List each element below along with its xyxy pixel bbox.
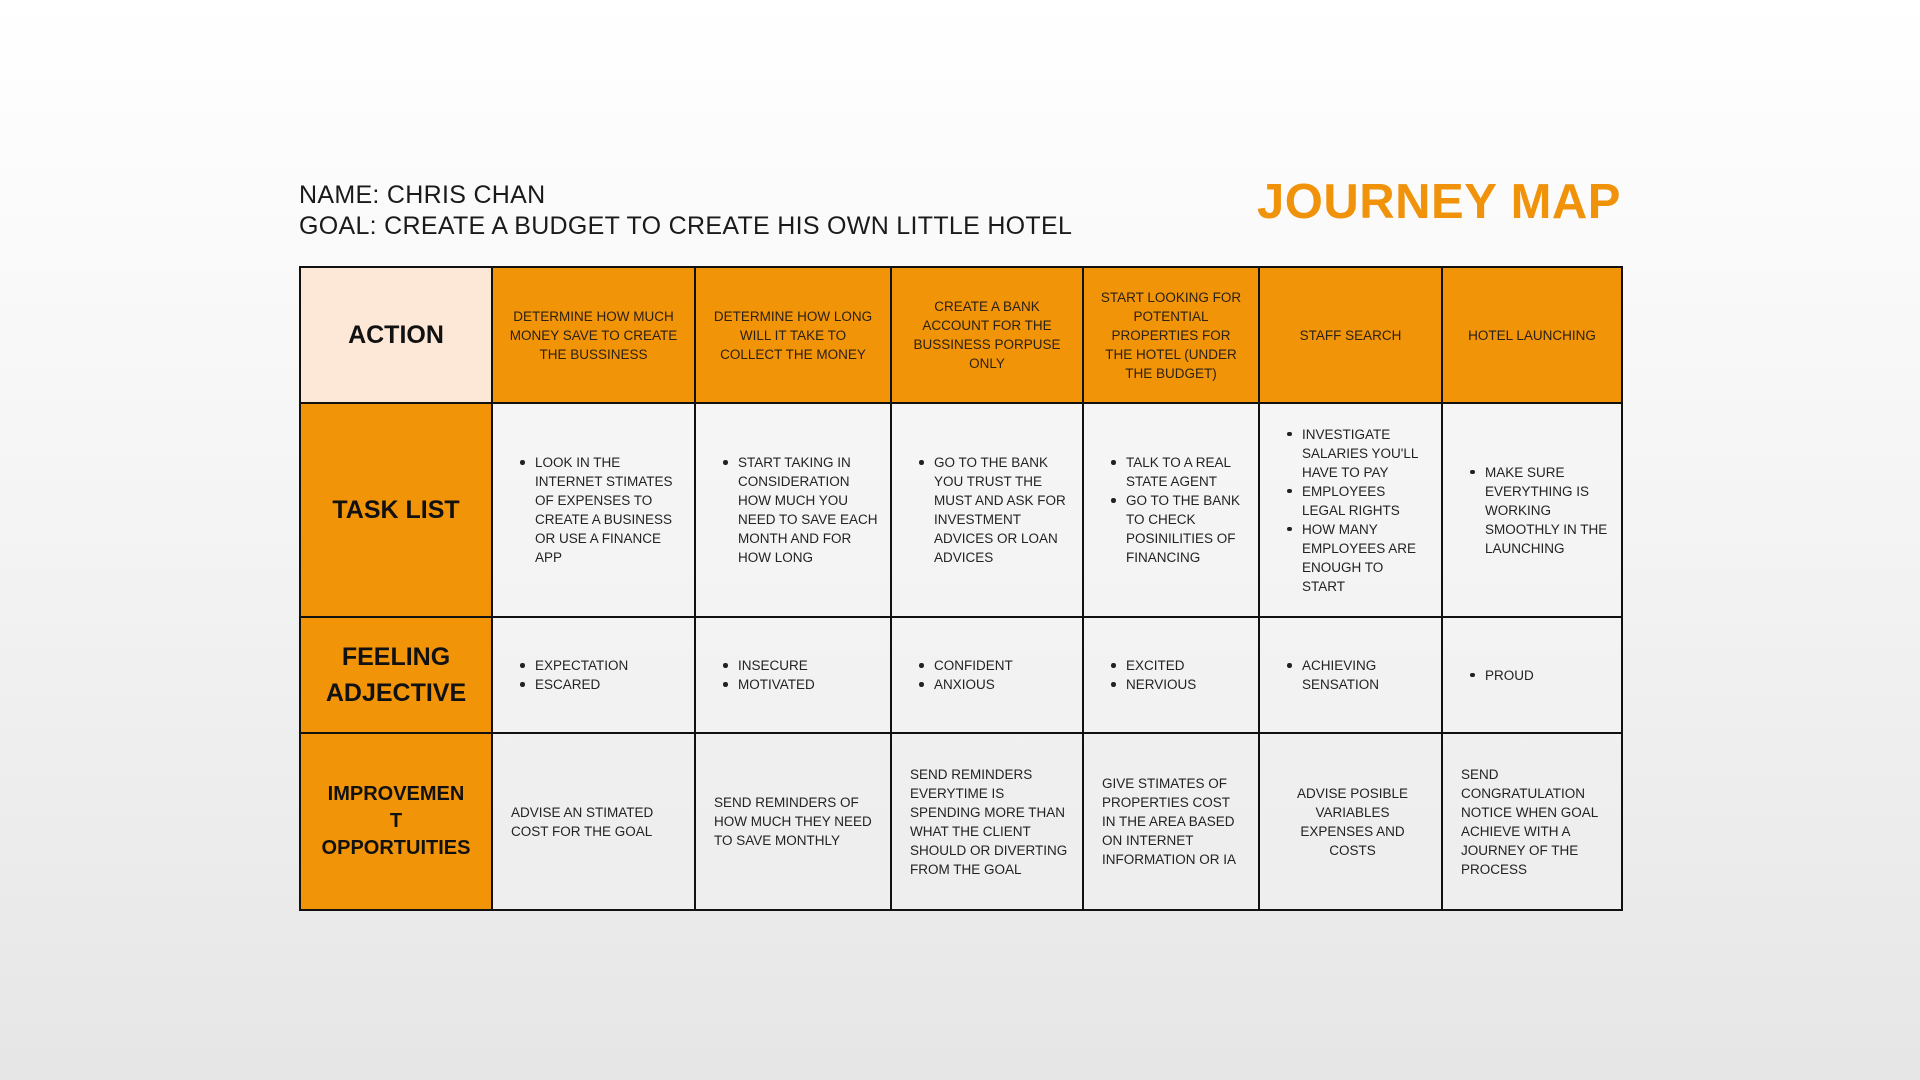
feeling-cell bbox=[1259, 617, 1442, 733]
feeling-item: EXCITED bbox=[1126, 656, 1246, 675]
task-list bbox=[1260, 425, 1441, 596]
row-header-label: ACTION bbox=[348, 321, 444, 349]
row-header-action bbox=[300, 267, 492, 403]
action-row bbox=[300, 267, 1622, 403]
row-header-task-list bbox=[300, 403, 492, 617]
stage-action-cell bbox=[1442, 267, 1622, 403]
task-item: INVESTIGATE SALARIES YOU'LL HAVE TO PAY bbox=[1302, 425, 1429, 482]
task-item: START TAKING IN CONSIDERATION HOW MUCH YOU NEED TO SAVE EACH MONTH AND FOR HOW LONG bbox=[738, 455, 878, 565]
feeling-item: ESCARED bbox=[535, 675, 682, 694]
task-cell bbox=[695, 403, 891, 617]
stage-action-text: CREATE A BANK ACCOUNT FOR THE BUSSINESS PORPUSE ONLY bbox=[913, 299, 1061, 371]
task-list bbox=[892, 453, 1082, 567]
row-header-label: TASK LIST bbox=[332, 496, 460, 524]
stage-action-cell bbox=[695, 267, 891, 403]
feeling-item: PROUD bbox=[1485, 666, 1609, 685]
improvement-row bbox=[300, 733, 1622, 910]
feeling-cell bbox=[1442, 617, 1622, 733]
row-header-label: FEELING bbox=[341, 643, 451, 671]
opportunity-text: SEND CONGRATULATION NOTICE WHEN GOAL ACHIEVE WITH A JOURNEY OF THE PROCESS bbox=[1461, 766, 1598, 877]
stage-action-text: DETERMINE HOW MUCH MONEY SAVE TO CREATE THE BUSSINESS bbox=[509, 308, 678, 362]
page-title: JOURNEY MAP bbox=[1256, 175, 1621, 229]
feeling-cell bbox=[1083, 617, 1259, 733]
stage-action-cell bbox=[492, 267, 695, 403]
task-cell bbox=[1083, 403, 1259, 617]
opportunity-text: GIVE STIMATES OF PROPERTIES COST IN THE AREA BASED ON INTERNET INFORMATION OR IA bbox=[1102, 776, 1236, 867]
feeling-cell bbox=[695, 617, 891, 733]
feeling-list bbox=[1443, 666, 1621, 685]
task-list bbox=[493, 453, 694, 567]
feeling-row bbox=[300, 617, 1622, 733]
task-list bbox=[696, 453, 890, 567]
stage-action-text: STAFF SEARCH bbox=[1299, 327, 1402, 343]
opportunity-text: SEND REMINDERS EVERYTIME IS SPENDING MORE THAN WHAT THE CLIENT SHOULD OR DIVERTING FROM THE GOAL bbox=[910, 766, 1068, 877]
feeling-item: EXPECTATION bbox=[535, 656, 682, 675]
persona-block bbox=[299, 180, 1072, 242]
stage-action-text: DETERMINE HOW LONG WILL IT TAKE TO COLLECT THE MONEY bbox=[713, 308, 873, 362]
opportunity-cell bbox=[891, 733, 1083, 910]
task-row bbox=[300, 403, 1622, 617]
opportunity-cell bbox=[1442, 733, 1622, 910]
task-item: HOW MANY EMPLOYEES ARE ENOUGH TO START bbox=[1302, 520, 1429, 596]
feeling-cell bbox=[891, 617, 1083, 733]
feeling-list bbox=[696, 656, 890, 694]
opportunity-text: ADVISE AN STIMATED COST FOR THE GOAL bbox=[511, 804, 654, 839]
task-cell bbox=[1442, 403, 1622, 617]
opportunity-cell bbox=[1083, 733, 1259, 910]
task-item: GO TO THE BANK YOU TRUST THE MUST AND ASK FOR INVESTMENT ADVICES OR LOAN ADVICES bbox=[934, 453, 1070, 567]
opportunity-cell bbox=[695, 733, 891, 910]
row-header-improvement-opportunities bbox=[300, 733, 492, 910]
stage-action-cell bbox=[1259, 267, 1442, 403]
task-item: MAKE SURE EVERYTHING IS WORKING SMOOTHLY IN THE LAUNCHING bbox=[1485, 464, 1608, 556]
stage-action-cell bbox=[891, 267, 1083, 403]
task-item: TALK TO A REAL STATE AGENT bbox=[1126, 453, 1246, 491]
feeling-list bbox=[493, 656, 694, 694]
task-list bbox=[1084, 453, 1258, 567]
task-cell bbox=[492, 403, 695, 617]
feeling-item: ACHIEVING SENSATION bbox=[1302, 656, 1429, 694]
stage-action-text: START LOOKING FOR POTENTIAL PROPERTIES FOR THE HOTEL (UNDER THE BUDGET) bbox=[1100, 289, 1242, 381]
task-cell bbox=[1259, 403, 1442, 617]
task-item: GO TO THE BANK TO CHECK POSINILITIES OF FINANCING bbox=[1126, 491, 1246, 567]
opportunity-cell bbox=[492, 733, 695, 910]
task-list bbox=[1443, 463, 1621, 558]
task-item: EMPLOYEES LEGAL RIGHTS bbox=[1302, 482, 1429, 520]
row-header-feeling-adjective bbox=[300, 617, 492, 733]
persona-name: NAME: CHRIS CHAN bbox=[299, 181, 546, 209]
feeling-item: INSECURE bbox=[738, 656, 878, 675]
stage-action-text: HOTEL LAUNCHING bbox=[1468, 327, 1596, 343]
opportunity-text: SEND REMINDERS OF HOW MUCH THEY NEED TO SAVE MONTHLY bbox=[714, 795, 872, 848]
feeling-list bbox=[1260, 656, 1441, 694]
journey-map-table bbox=[299, 266, 1623, 911]
row-header-label: ADJECTIVE bbox=[325, 679, 467, 707]
row-header-label: OPPORTUITIES bbox=[321, 837, 471, 859]
task-cell bbox=[891, 403, 1083, 617]
row-header-label: T bbox=[389, 810, 403, 832]
opportunity-cell bbox=[1259, 733, 1442, 910]
task-item: LOOK IN THE INTERNET STIMATES OF EXPENSES TO CREATE A BUSINESS OR USE A FINANCE APP bbox=[535, 453, 682, 567]
persona-goal: GOAL: CREATE A BUDGET TO CREATE HIS OWN LITTLE HOTEL bbox=[299, 212, 1073, 240]
feeling-cell bbox=[492, 617, 695, 733]
opportunity-text: ADVISE POSIBLE VARIABLES EXPENSES AND COSTS bbox=[1296, 785, 1409, 858]
feeling-list bbox=[1084, 656, 1258, 694]
feeling-item: ANXIOUS bbox=[934, 675, 1070, 694]
stage-action-cell bbox=[1083, 267, 1259, 403]
row-header-label: IMPROVEMEN bbox=[327, 783, 465, 805]
page-header bbox=[299, 175, 1621, 250]
feeling-item: CONFIDENT bbox=[934, 656, 1070, 675]
feeling-item: NERVIOUS bbox=[1126, 675, 1246, 694]
feeling-list bbox=[892, 656, 1082, 694]
feeling-item: MOTIVATED bbox=[738, 675, 878, 694]
